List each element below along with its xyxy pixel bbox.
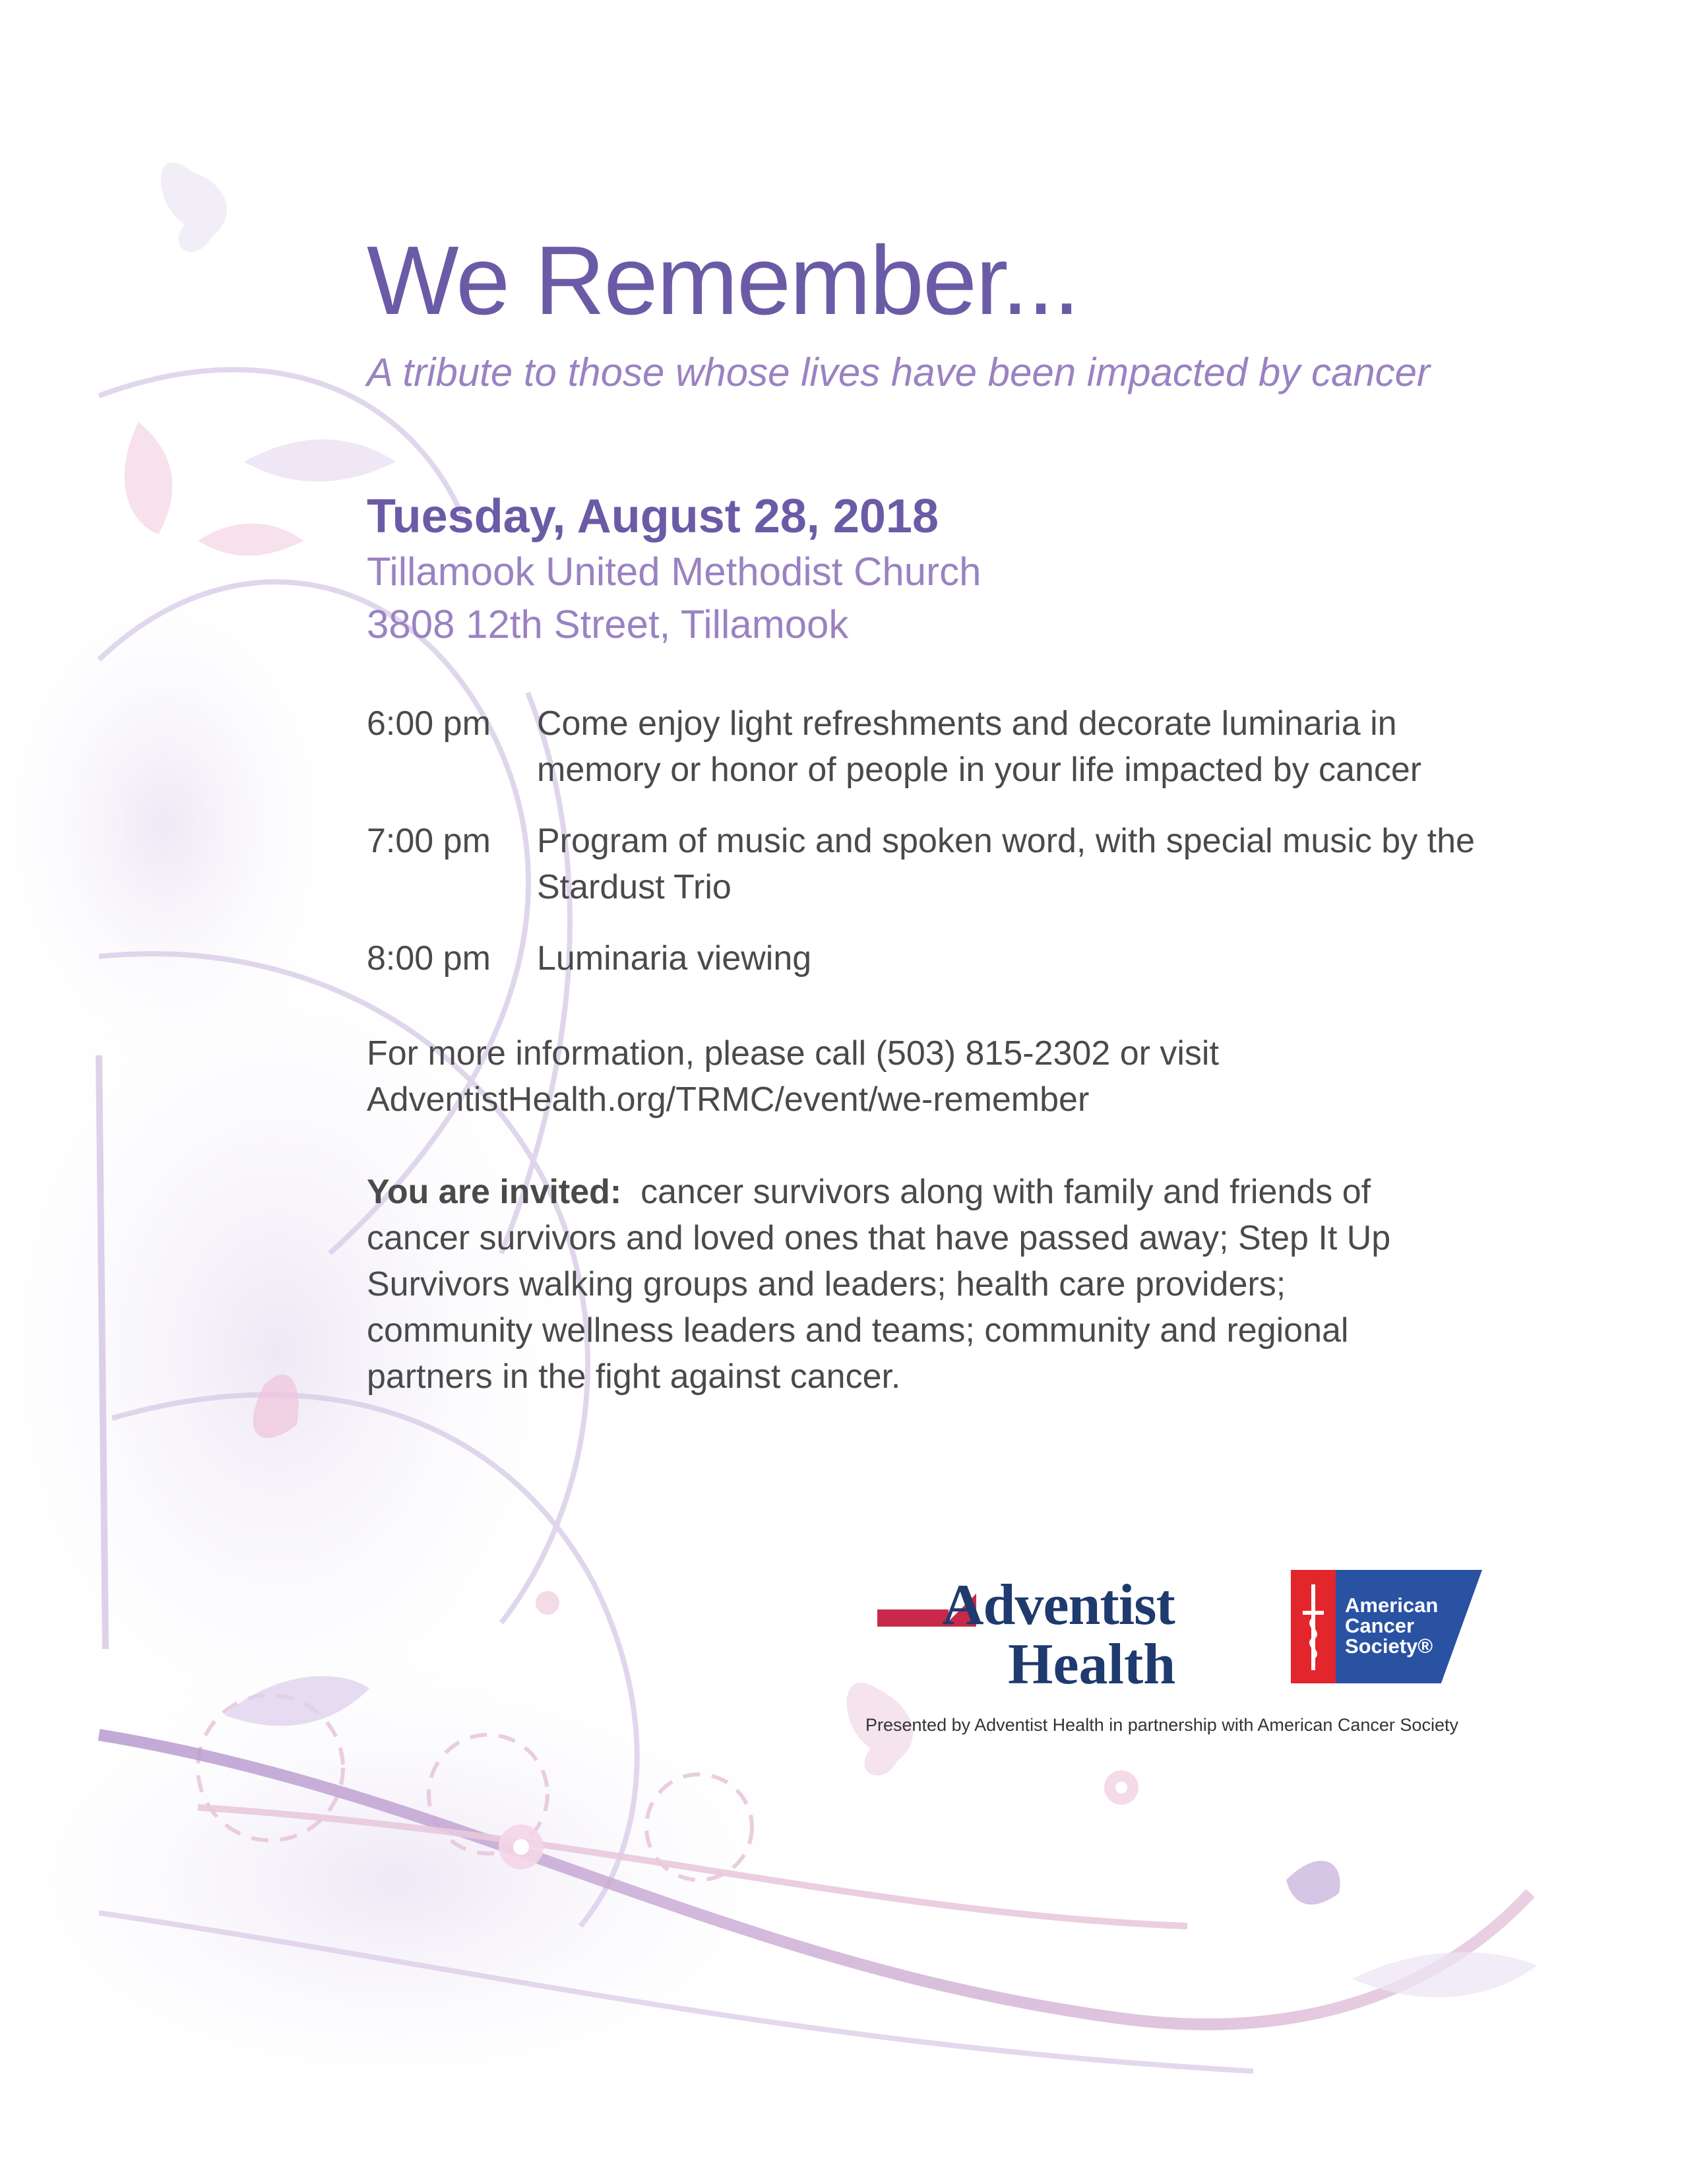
schedule-time: 7:00 pm	[367, 822, 491, 860]
adventist-health-logo	[877, 1573, 1207, 1702]
footer-credit: Presented by Adventist Health in partnership with American Cancer Society	[865, 1715, 1458, 1735]
acs-logo-line3: Society®	[1345, 1635, 1433, 1658]
info-phone-line: For more information, please call (503) 815-2302 or visit	[367, 1034, 1219, 1073]
acs-logo-red-panel	[1291, 1570, 1336, 1683]
subtitle: A tribute to those whose lives have been impacted by cancer	[367, 350, 1431, 394]
schedule-description: Program of music and spoken word, with special music by the Stardust Trio	[537, 822, 1475, 906]
schedule-description: Come enjoy light refreshments and decorate luminaria in memory or honor of people in your life impacted by cancer	[537, 704, 1422, 789]
adventist-health-logo-line1: Adventist	[942, 1573, 1175, 1637]
event-venue: Tillamook United Methodist Church	[367, 549, 981, 594]
info-website-link[interactable]: AdventistHealth.org/TRMC/event/we-remember	[367, 1080, 1090, 1119]
event-date: Tuesday, August 28, 2018	[367, 490, 939, 543]
schedule-time: 6:00 pm	[367, 704, 491, 743]
sword-icon	[1291, 1570, 1336, 1683]
adventist-health-logo-bar	[877, 1609, 949, 1627]
event-address: 3808 12th Street, Tillamook	[367, 602, 849, 646]
page-title: We Remember...	[367, 226, 1079, 335]
schedule-description: Luminaria viewing	[537, 939, 812, 978]
adventist-health-logo-line2: Health	[1008, 1633, 1176, 1697]
invite-label: You are invited:	[367, 1173, 622, 1211]
acs-logo-line2: Cancer	[1345, 1614, 1415, 1637]
american-cancer-society-logo	[1291, 1570, 1482, 1683]
more-info	[367, 1030, 1219, 1123]
invitation-paragraph	[367, 1169, 1448, 1400]
invite-text: cancer survivors along with family and friends of cancer survivors and loved ones that have passed away; Step It Up Survivors walking groups and leaders; health care providers; community wellness leaders and teams; community and regional partners in the fight against cancer.	[367, 1173, 1391, 1396]
acs-logo-line1: American	[1345, 1594, 1439, 1617]
acs-logo-text	[1345, 1595, 1438, 1656]
schedule-time: 8:00 pm	[367, 939, 491, 978]
